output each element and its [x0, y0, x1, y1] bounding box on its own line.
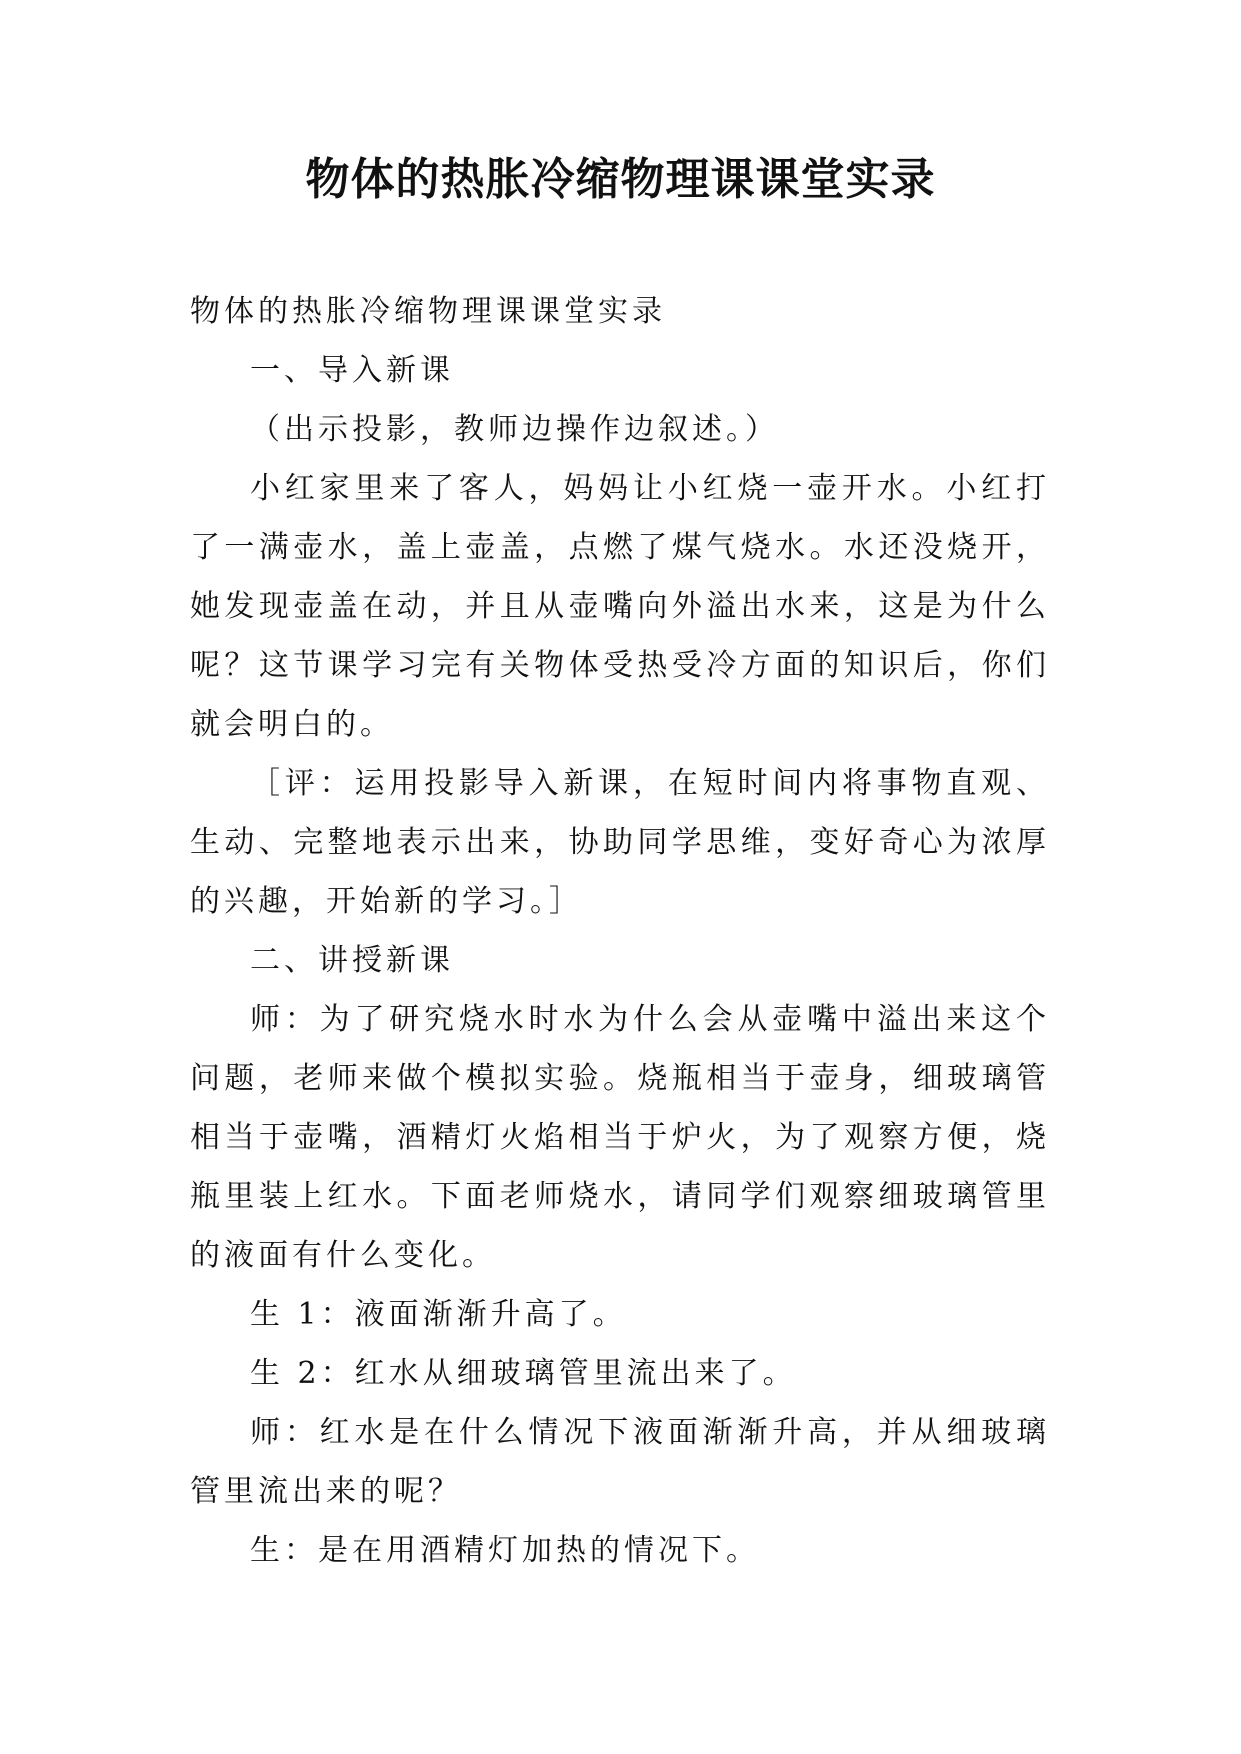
paragraph: 生 2：红水从细玻璃管里流出来了。 [250, 1356, 797, 1391]
paragraph: 小红家里来了客人，妈妈让小红烧一壶开水。小红打了一满壶水，盖上壶盖，点燃了煤气烧水。水还没烧开，她发现壶盖在动，并且从壶嘴向外溢出水来，这是为什么呢？这节课学习完有关物体受热受冷方面的知识后，你们就会明白的。 [190, 471, 1050, 742]
paragraph: （出示投影，教师边操作边叙述。） [250, 412, 779, 447]
paragraph: 师：红水是在什么情况下液面渐渐升高，并从细玻璃管里流出来的呢？ [190, 1415, 1050, 1509]
paragraph: 师：为了研究烧水时水为什么会从壶嘴中溢出来这个问题，老师来做个模拟实验。烧瓶相当于壶身，细玻璃管相当于壶嘴，酒精灯火焰相当于炉火，为了观察方便，烧瓶里装上红水。下面老师烧水，请同学们观察细玻璃管里的液面有什么变化。 [190, 1002, 1050, 1273]
paragraph: 生：是在用酒精灯加热的情况下。 [250, 1533, 760, 1568]
document-body [190, 282, 1050, 1580]
section-heading-intro: 一、导入新课 [250, 353, 454, 388]
document-title: 物体的热胀冷缩物理课课堂实录 [305, 154, 936, 205]
paragraph: 生 1：液面渐渐升高了。 [250, 1297, 627, 1332]
section-heading-lesson: 二、讲授新课 [250, 943, 454, 978]
paragraph-heading-repeat: 物体的热胀冷缩物理课课堂实录 [190, 294, 666, 329]
paragraph-comment: ［评：运用投影导入新课，在短时间内将事物直观、生动、完整地表示出来，协助同学思维，变好奇心为浓厚的兴趣，开始新的学习。］ [190, 766, 1050, 919]
